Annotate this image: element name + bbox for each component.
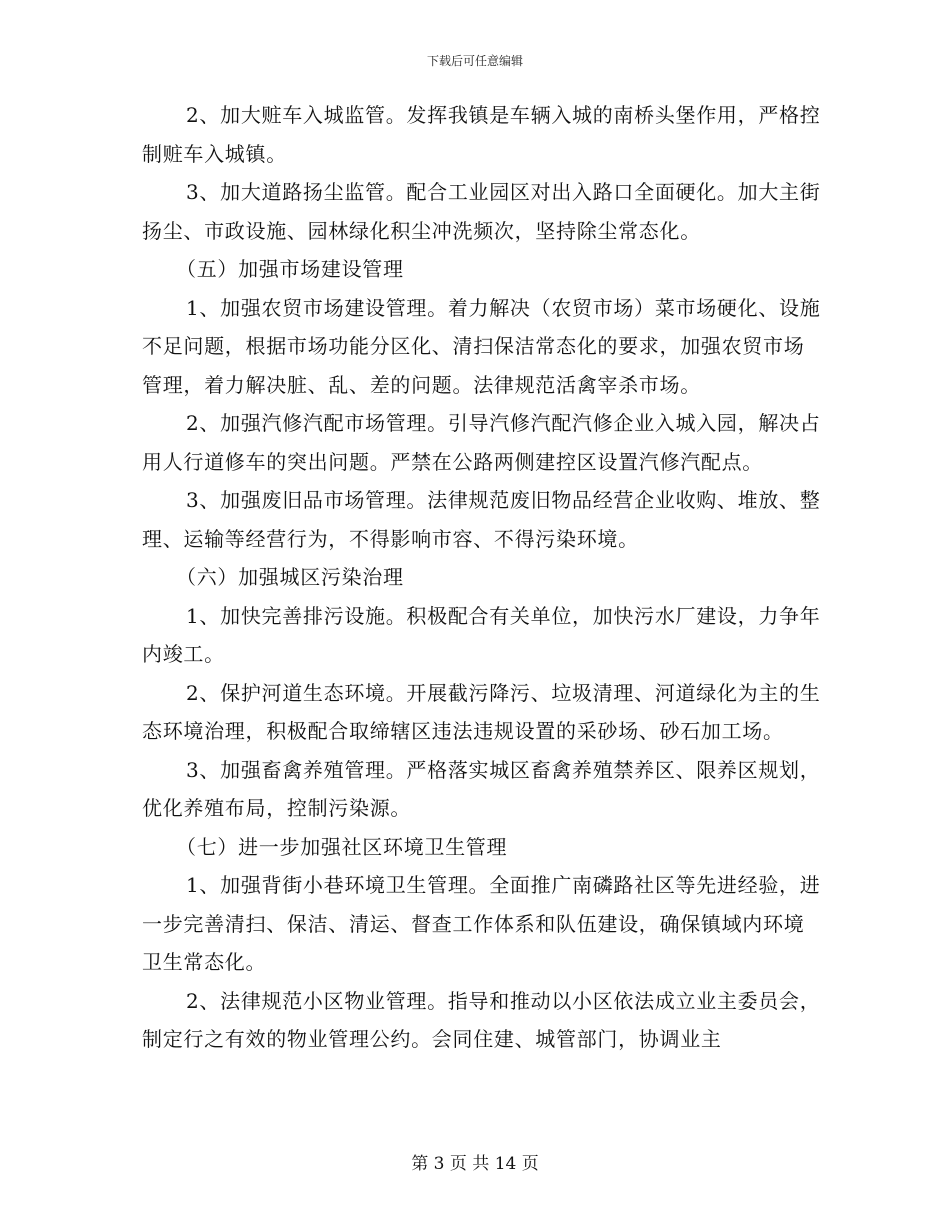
- paragraph: 1、加强农贸市场建设管理。着力解决（农贸市场）菜市场硬化、设施不足问题，根据市场功能分区化、清扫保洁常态化的要求，加强农贸市场管理，着力解决脏、乱、差的问题。法律规范活禽宰杀市场。: [142, 295, 821, 397]
- paragraph: 2、加大赃车入城监管。发挥我镇是车辆入城的南桥头堡作用，严格控制赃车入城镇。: [142, 103, 821, 166]
- paragraph: 3、加强废旧品市场管理。法律规范废旧物品经营企业收购、堆放、整理、运输等经营行为，不得影响市容、不得污染环境。: [142, 488, 821, 551]
- paragraph: 2、法律规范小区物业管理。指导和推动以小区依法成立业主委员会，制定行之有效的物业管理公约。会同住建、城管部门，协调业主: [142, 988, 821, 1051]
- page-header: 下载后可任意编辑: [426, 54, 523, 68]
- document-body: [142, 96, 822, 1059]
- paragraph: 2、保护河道生态环境。开展截污降污、垃圾清理、河道绿化为主的生态环境治理，积极配合取缔辖区违法违规设置的采砂场、砂石加工场。: [142, 680, 821, 743]
- section-heading: （七）进一步加强社区环境卫生管理: [176, 834, 508, 859]
- paragraph: 1、加强背街小巷环境卫生管理。全面推广南磷路社区等先进经验，进一步完善清扫、保洁、清运、督查工作体系和队伍建设，确保镇域内环境卫生常态化。: [142, 873, 821, 974]
- paragraph: 3、加大道路扬尘监管。配合工业园区对出入路口全面硬化。加大主街扬尘、市政设施、园林绿化积尘冲洗频次，坚持除尘常态化。: [142, 180, 821, 243]
- paragraph: 2、加强汽修汽配市场管理。引导汽修汽配汽修企业入城入园，解决占用人行道修车的突出问题。严禁在公路两侧建控区设置汽修汽配点。: [142, 411, 821, 474]
- section-heading: （五）加强市场建设管理: [176, 257, 404, 281]
- paragraph: 1、加快完善排污设施。积极配合有关单位，加快污水厂建设，力争年内竣工。: [142, 603, 821, 666]
- section-heading: （六）加强城区污染治理: [176, 565, 404, 589]
- page-footer: 第 3 页 共 14 页: [411, 1154, 539, 1174]
- paragraph: 3、加强畜禽养殖管理。严格落实城区畜禽养殖禁养区、限养区规划，优化养殖布局，控制污染源。: [142, 757, 821, 820]
